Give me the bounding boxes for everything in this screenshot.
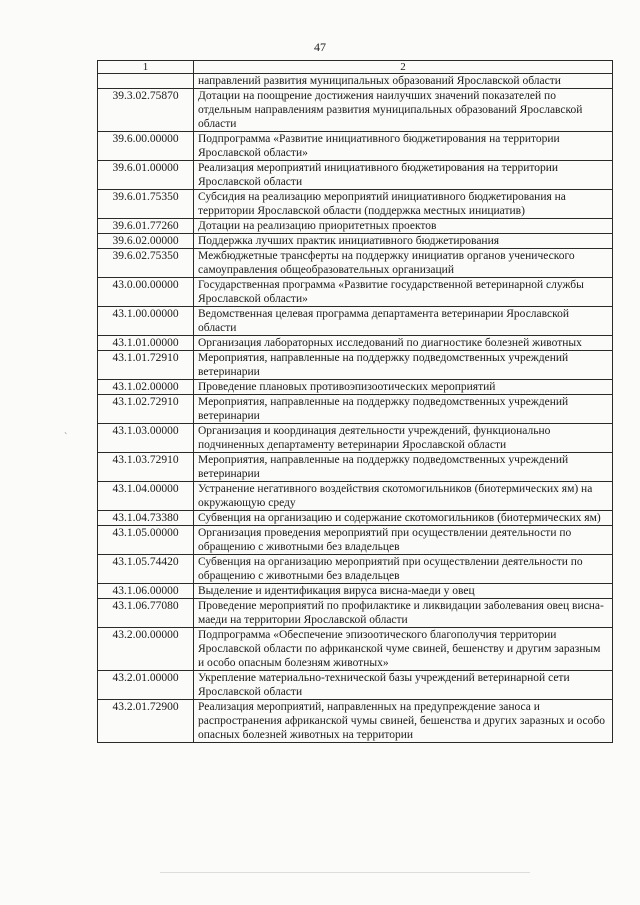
row-description: направлений развития муниципальных образований Ярославской области: [194, 74, 613, 89]
row-description: Выделение и идентификация вируса висна-маеди у овец: [194, 584, 613, 599]
table-row: [98, 190, 613, 219]
row-description: Дотации на поощрение достижения наилучших значений показателей по отдельным направлениям развития муниципальных образований Ярославской области: [194, 89, 613, 132]
row-description: Проведение плановых противоэпизоотических мероприятий: [194, 380, 613, 395]
row-code: 43.1.06.77080: [98, 599, 194, 628]
row-code: 43.1.03.00000: [98, 424, 194, 453]
table-row: [98, 161, 613, 190]
table-row: [98, 482, 613, 511]
row-code: 43.1.01.72910: [98, 351, 194, 380]
table-row: [98, 249, 613, 278]
table-row: [98, 89, 613, 132]
table-row: [98, 351, 613, 380]
row-description: Реализация мероприятий, направленных на предупреждение заноса и распространения африканской чумы свиней, бешенства и других заразных и особо опасных болезней животных на территории: [194, 700, 613, 743]
table-body: [98, 74, 613, 743]
column-header-code: 1: [98, 61, 194, 74]
row-description: Организация и координация деятельности учреждений, функционально подчиненных департаменту ветеринарии Ярославской области: [194, 424, 613, 453]
table-row: [98, 395, 613, 424]
row-code: 39.6.02.00000: [98, 234, 194, 249]
row-description: Мероприятия, направленные на поддержку подведомственных учреждений ветеринарии: [194, 351, 613, 380]
row-code: 43.1.02.72910: [98, 395, 194, 424]
header-row: [98, 61, 613, 74]
table-row: [98, 628, 613, 671]
row-description: Организация лабораторных исследований по диагностике болезней животных: [194, 336, 613, 351]
row-code: 43.1.01.00000: [98, 336, 194, 351]
table-row: [98, 700, 613, 743]
row-description: Дотации на реализацию приоритетных проектов: [194, 219, 613, 234]
row-description: Организация проведения мероприятий при осуществлении деятельности по обращению с животными без владельцев: [194, 526, 613, 555]
table-row: [98, 278, 613, 307]
table-row: [98, 453, 613, 482]
row-code: 43.1.03.72910: [98, 453, 194, 482]
row-code: 39.6.01.75350: [98, 190, 194, 219]
row-description: Межбюджетные трансферты на поддержку инициатив органов ученического самоуправления общеобразовательных организаций: [194, 249, 613, 278]
row-code: 39.6.02.75350: [98, 249, 194, 278]
row-description: Укрепление материально-технической базы учреждений ветеринарной сети Ярославской области: [194, 671, 613, 700]
table-row: [98, 380, 613, 395]
table-row: [98, 219, 613, 234]
scan-dot: `: [64, 432, 68, 443]
row-description: Подпрограмма «Развитие инициативного бюджетирования на территории Ярославской области»: [194, 132, 613, 161]
row-code: 39.6.00.00000: [98, 132, 194, 161]
table-row: [98, 424, 613, 453]
row-code: 39.6.01.77260: [98, 219, 194, 234]
classification-table: [97, 60, 613, 743]
row-description: Ведомственная целевая программа департамента ветеринарии Ярославской области: [194, 307, 613, 336]
row-description: Поддержка лучших практик инициативного бюджетирования: [194, 234, 613, 249]
table-row: [98, 132, 613, 161]
row-description: Субвенция на организацию мероприятий при осуществлении деятельности по обращению с животными без владельцев: [194, 555, 613, 584]
table-row: [98, 555, 613, 584]
table-row: [98, 511, 613, 526]
row-code: [98, 74, 194, 89]
column-header-description: 2: [194, 61, 613, 74]
row-code: 43.1.04.73380: [98, 511, 194, 526]
row-code: 43.1.04.00000: [98, 482, 194, 511]
row-description: Реализация мероприятий инициативного бюджетирования на территории Ярославской области: [194, 161, 613, 190]
row-code: 39.3.02.75870: [98, 89, 194, 132]
row-code: 43.1.05.74420: [98, 555, 194, 584]
table-row: [98, 584, 613, 599]
table-row: [98, 671, 613, 700]
row-code: 43.2.01.00000: [98, 671, 194, 700]
row-description: Государственная программа «Развитие государственной ветеринарной службы Ярославской области»: [194, 278, 613, 307]
row-code: 43.0.00.00000: [98, 278, 194, 307]
row-code: 43.1.05.00000: [98, 526, 194, 555]
table-row: [98, 307, 613, 336]
row-code: 43.2.01.72900: [98, 700, 194, 743]
table-row: [98, 526, 613, 555]
row-code: 39.6.01.00000: [98, 161, 194, 190]
row-description: Подпрограмма «Обеспечение эпизоотического благополучия территории Ярославской области по африканской чуме свиней, бешенству и другим заразным и особо опасным болезням животных»: [194, 628, 613, 671]
row-description: Мероприятия, направленные на поддержку подведомственных учреждений ветеринарии: [194, 453, 613, 482]
row-description: Мероприятия, направленные на поддержку подведомственных учреждений ветеринарии: [194, 395, 613, 424]
scan-edge-line: [160, 872, 530, 873]
row-description: Проведение мероприятий по профилактике и ликвидации заболевания овец висна-маеди на территории Ярославской области: [194, 599, 613, 628]
table-row: [98, 599, 613, 628]
row-code: 43.1.02.00000: [98, 380, 194, 395]
page-number: 47: [314, 40, 326, 54]
table-row: [98, 74, 613, 89]
table-row: [98, 336, 613, 351]
row-description: Устранение негативного воздействия скотомогильников (биотермических ям) на окружающую среду: [194, 482, 613, 511]
row-description: Субвенция на организацию и содержание скотомогильников (биотермических ям): [194, 511, 613, 526]
row-description: Субсидия на реализацию мероприятий инициативного бюджетирования на территории Ярославской области (поддержка местных инициатив): [194, 190, 613, 219]
table-row: [98, 234, 613, 249]
row-code: 43.1.00.00000: [98, 307, 194, 336]
row-code: 43.2.00.00000: [98, 628, 194, 671]
row-code: 43.1.06.00000: [98, 584, 194, 599]
